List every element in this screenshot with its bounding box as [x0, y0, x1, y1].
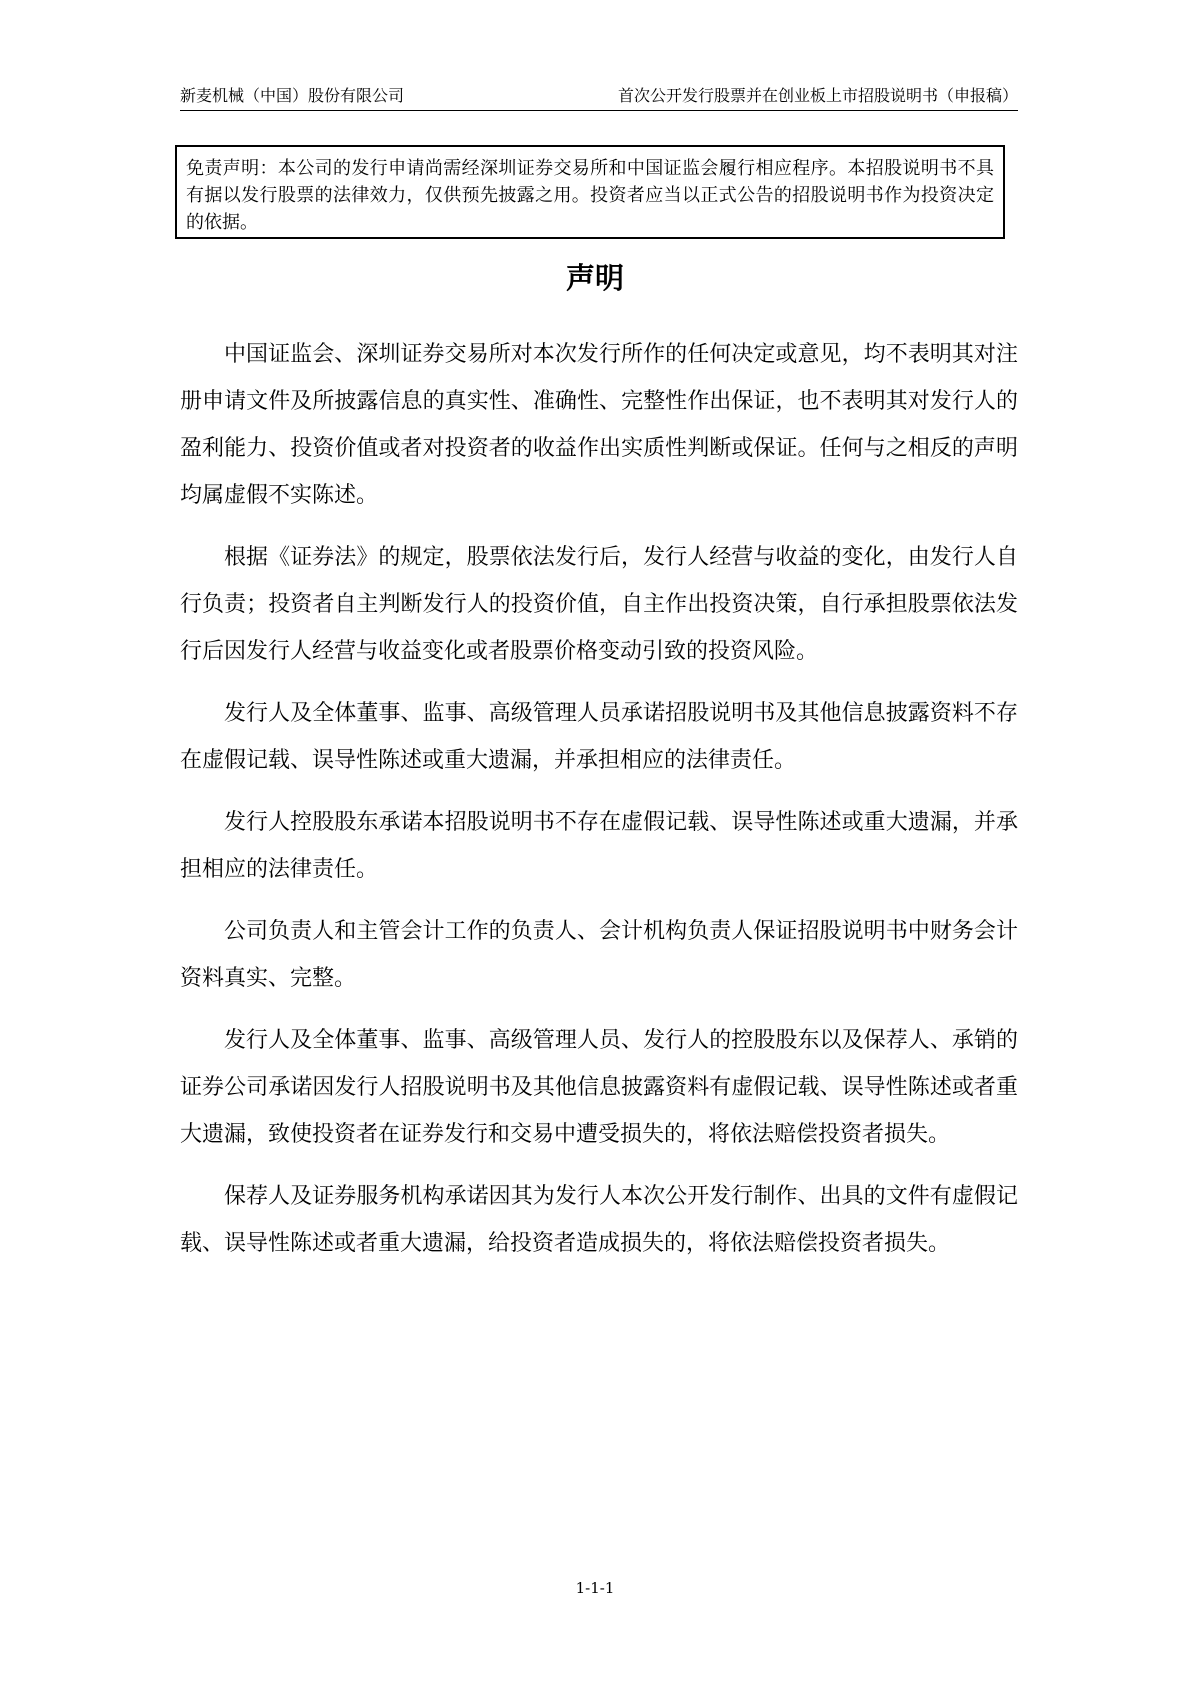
- statement-body: [180, 331, 1018, 1282]
- statement-paragraph: 发行人及全体董事、监事、高级管理人员、发行人的控股股东以及保荐人、承销的证券公司承诺因发行人招股说明书及其他信息披露资料有虚假记载、误导性陈述或者重大遗漏，致使投资者在证券发行和交易中遭受损失的，将依法赔偿投资者损失。: [180, 1028, 1018, 1147]
- disclaimer-box: 免责声明：本公司的发行申请尚需经深圳证券交易所和中国证监会履行相应程序。本招股说明书不具有据以发行股票的法律效力，仅供预先披露之用。投资者应当以正式公告的招股说明书作为投资决定的依据。: [175, 145, 1005, 239]
- statement-paragraph: 发行人控股股东承诺本招股说明书不存在虚假记载、误导性陈述或重大遗漏，并承担相应的法律责任。: [180, 810, 1018, 882]
- statement-paragraph: 中国证监会、深圳证券交易所对本次发行所作的任何决定或意见，均不表明其对注册申请文件及所披露信息的真实性、准确性、完整性作出保证，也不表明其对发行人的盈利能力、投资价值或者对投资者的收益作出实质性判断或保证。任何与之相反的声明均属虚假不实陈述。: [180, 342, 1018, 508]
- statement-paragraph: 根据《证券法》的规定，股票依法发行后，发行人经营与收益的变化，由发行人自行负责；投资者自主判断发行人的投资价值，自主作出投资决策，自行承担股票依法发行后因发行人经营与收益变化或者股票价格变动引致的投资风险。: [180, 545, 1018, 664]
- statement-paragraph: 保荐人及证券服务机构承诺因其为发行人本次公开发行制作、出具的文件有虚假记载、误导性陈述或者重大遗漏，给投资者造成损失的，将依法赔偿投资者损失。: [180, 1184, 1018, 1256]
- header-document-title: 首次公开发行股票并在创业板上市招股说明书（申报稿）: [617, 86, 1018, 105]
- page-header: [180, 86, 1018, 111]
- page-title: 声明: [565, 261, 624, 295]
- page-number: 1-1-1: [575, 1579, 615, 1597]
- statement-paragraph: 公司负责人和主管会计工作的负责人、会计机构负责人保证招股说明书中财务会计资料真实、完整。: [180, 919, 1018, 991]
- statement-paragraph: 发行人及全体董事、监事、高级管理人员承诺招股说明书及其他信息披露资料不存在虚假记载、误导性陈述或重大遗漏，并承担相应的法律责任。: [180, 701, 1018, 773]
- header-company-name: 新麦机械（中国）股份有限公司: [180, 86, 405, 105]
